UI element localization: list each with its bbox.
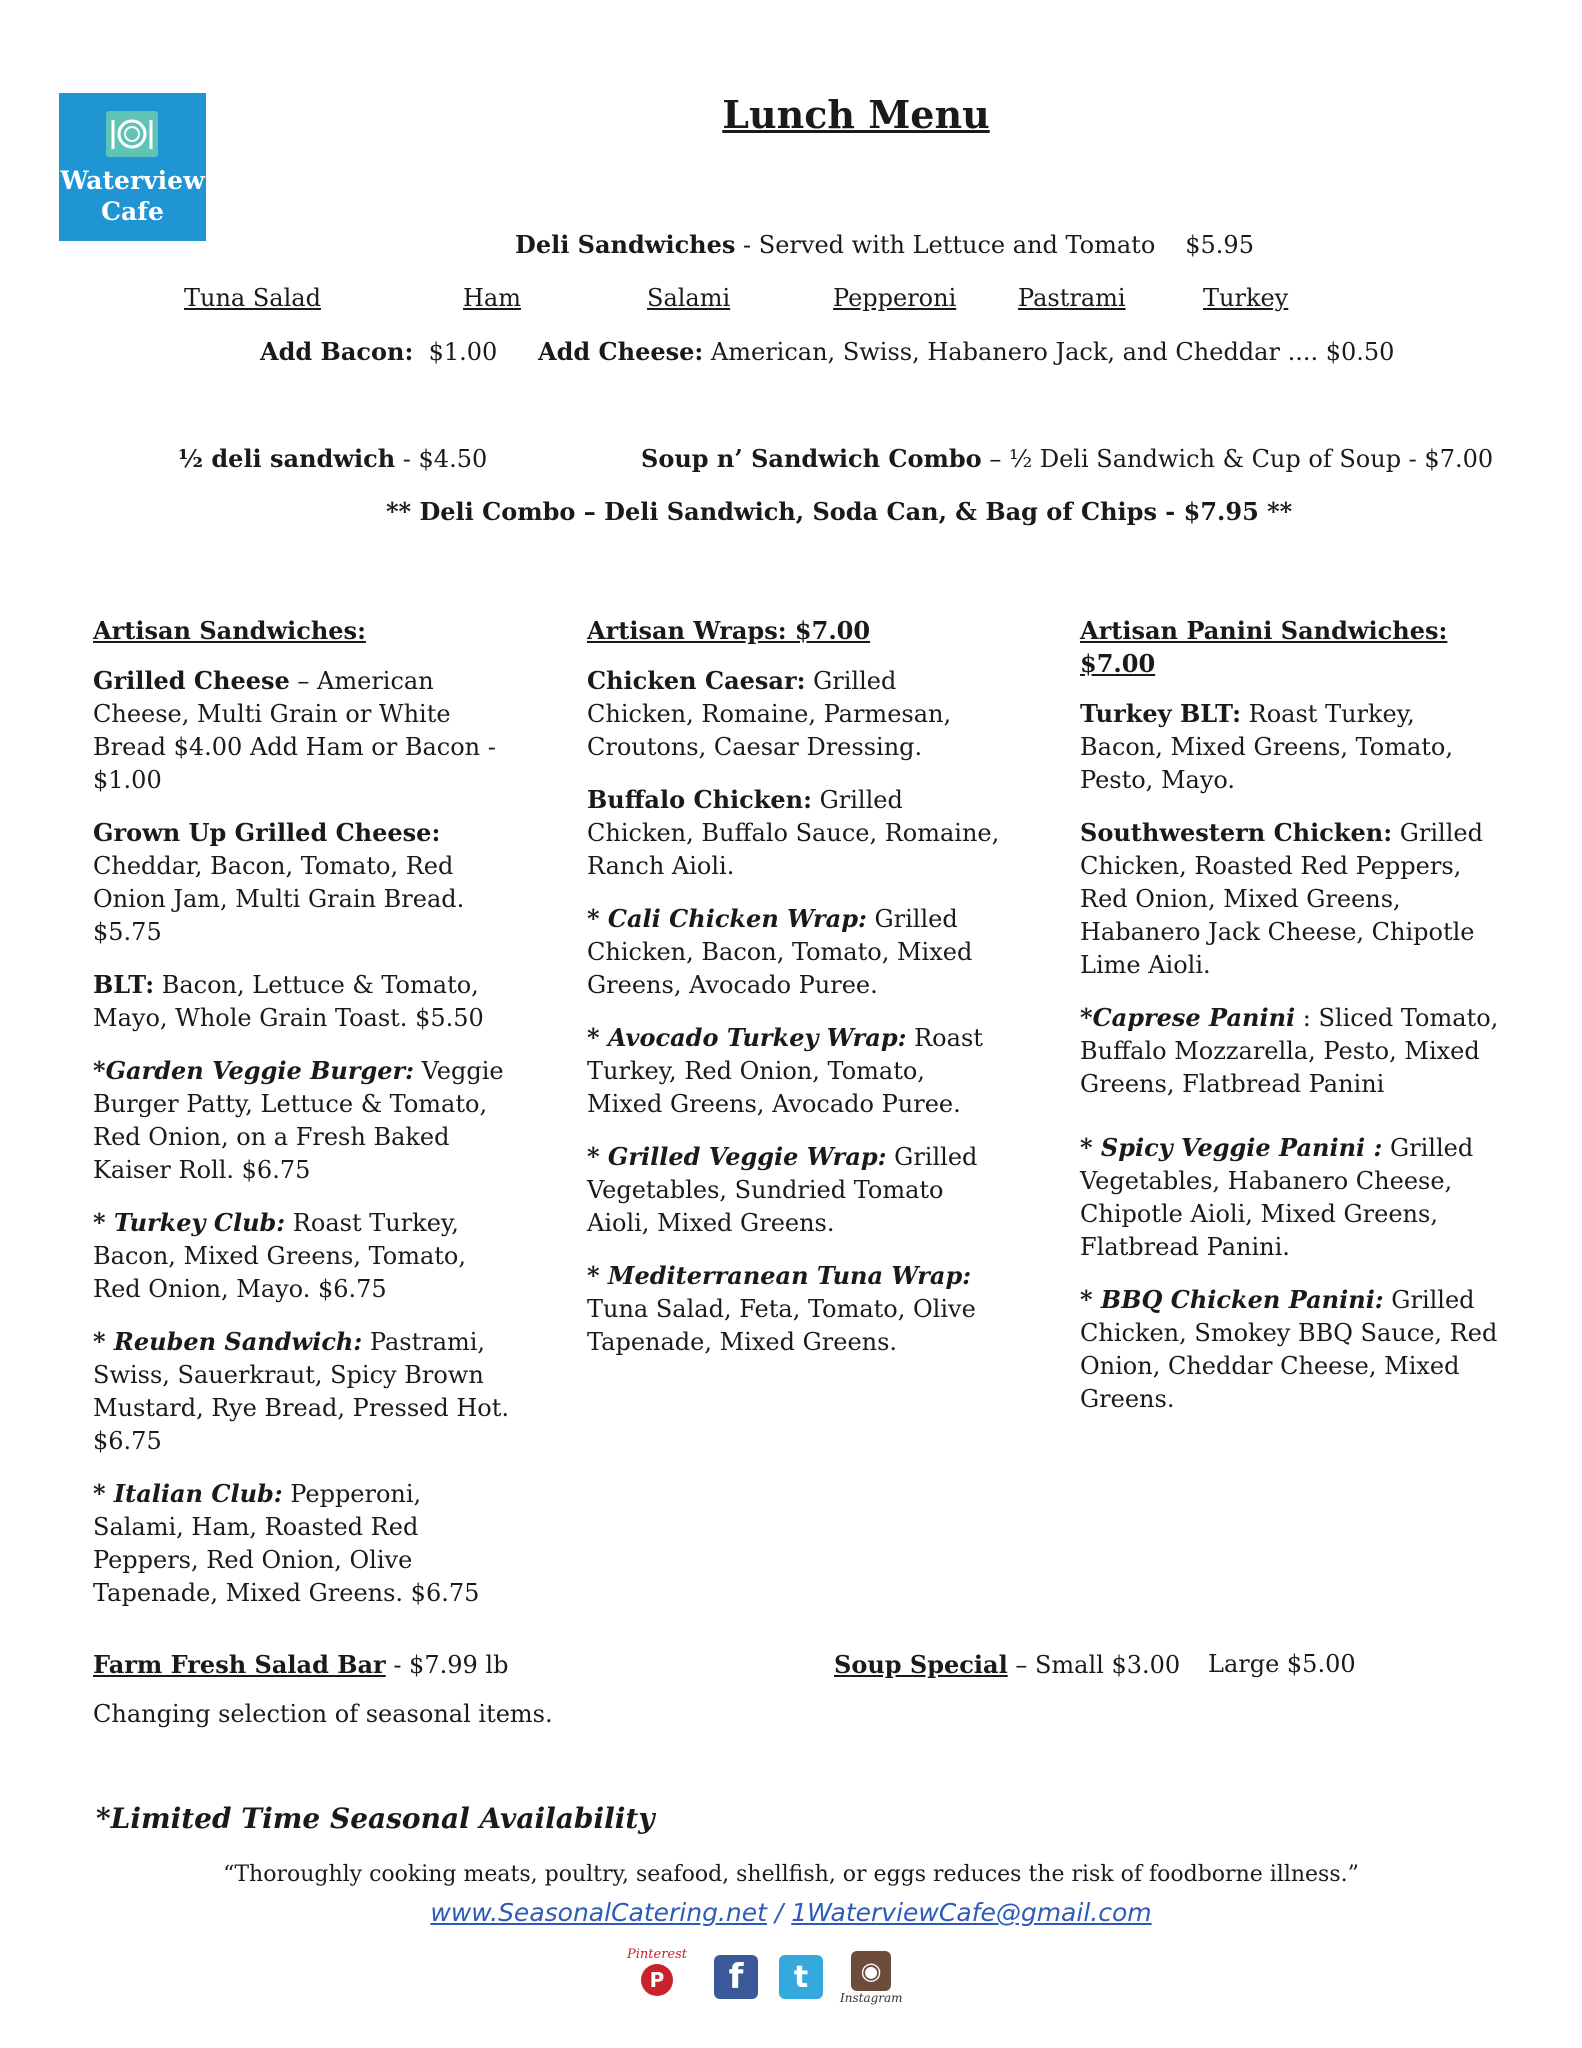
instagram-label: Instagram <box>840 1991 903 2005</box>
item-name: Avocado Turkey Wrap: <box>607 1023 907 1052</box>
deli-option: Pepperoni <box>833 284 957 312</box>
item-name: BBQ Chicken Panini: <box>1100 1285 1384 1314</box>
menu-item <box>1080 816 1500 982</box>
item-name: Turkey Club: <box>113 1208 286 1237</box>
add-cheese <box>538 335 1394 369</box>
item-name: Garden Veggie Burger: <box>105 1056 415 1085</box>
menu-item <box>93 1477 513 1610</box>
menu-item <box>587 664 1007 764</box>
item-name: Grown Up Grilled Cheese: <box>93 818 441 847</box>
half-sandwich-label: ½ deli sandwich <box>178 444 396 473</box>
item-name: Cali Chicken Wrap: <box>607 904 867 933</box>
menu-item <box>587 902 1007 1002</box>
contact-links <box>0 1898 1582 1927</box>
add-bacon <box>260 335 497 369</box>
artisan-sandwiches-column <box>93 614 513 1629</box>
item-desc: Grilled Chicken, Roasted Red Peppers, Red Onion, Mixed Greens, Habanero Jack Cheese, Chipotle Lime Aioli. <box>1080 819 1483 979</box>
artisan-wraps-column <box>587 614 1007 1378</box>
pinterest-label: Pinterest <box>627 1947 687 1962</box>
item-star: * <box>587 904 608 933</box>
soup-sandwich-combo <box>641 442 1493 476</box>
menu-item <box>587 1140 1007 1240</box>
item-name: Grilled Veggie Wrap: <box>607 1142 887 1171</box>
link-separator: / <box>766 1898 792 1927</box>
menu-item <box>587 783 1007 883</box>
salad-bar-note: Changing selection of seasonal items. <box>93 1700 553 1728</box>
add-cheese-desc: American, Swiss, Habanero Jack, and Cheddar .... $0.50 <box>703 338 1395 366</box>
item-name: Reuben Sandwich: <box>113 1327 363 1356</box>
item-name: Mediterranean Tuna Wrap: <box>607 1261 972 1290</box>
item-star: * <box>587 1142 608 1171</box>
item-desc: Roast Turkey, Bacon, Mixed Greens, Tomato, Pesto, Mayo. <box>1080 700 1453 794</box>
soup-large: Large $5.00 <box>1208 1650 1356 1678</box>
email-link[interactable]: 1WaterviewCafe@gmail.com <box>791 1898 1152 1927</box>
item-name: Chicken Caesar: <box>587 666 806 695</box>
menu-item <box>93 664 513 797</box>
add-bacon-price: $1.00 <box>428 338 498 366</box>
pinterest-glyph: P <box>641 1964 673 1996</box>
deli-option: Tuna Salad <box>184 284 321 312</box>
soup-small: – Small $3.00 <box>1007 1651 1181 1679</box>
limited-availability-note: *Limited Time Seasonal Availability <box>96 1802 655 1835</box>
item-name: Spicy Veggie Panini : <box>1100 1133 1383 1162</box>
menu-item <box>93 1054 513 1187</box>
item-desc: Grilled Chicken, Bacon, Tomato, Mixed Greens, Avocado Puree. <box>587 905 973 999</box>
deli-price: $5.95 <box>1185 231 1254 259</box>
item-desc: Bacon, Lettuce & Tomato, Mayo, Whole Grain Toast. $5.50 <box>93 971 484 1032</box>
item-desc: Veggie Burger Patty, Lettuce & Tomato, Red Onion, on a Fresh Baked Kaiser Roll. $6.75 <box>93 1057 504 1184</box>
item-star: * <box>93 1056 106 1085</box>
add-bacon-label: Add Bacon: <box>260 337 414 366</box>
item-star: * <box>93 1208 114 1237</box>
menu-item <box>1080 1131 1500 1264</box>
logo-line-2: Cafe <box>101 197 164 226</box>
menu-item <box>1080 697 1500 797</box>
salad-bar <box>93 1648 508 1682</box>
menu-item <box>587 1021 1007 1121</box>
item-name: BLT: <box>93 970 155 999</box>
deli-heading: Deli Sandwiches <box>515 230 736 259</box>
soup-special <box>834 1648 1180 1682</box>
menu-item <box>1080 1283 1500 1416</box>
item-name: Southwestern Chicken: <box>1080 818 1393 847</box>
item-star: * <box>587 1261 608 1290</box>
item-name: Italian Club: <box>113 1479 283 1508</box>
menu-item <box>93 1206 513 1306</box>
item-desc: – American Cheese, Multi Grain or White Bread $4.00 Add Ham or Bacon - $1.00 <box>93 667 496 794</box>
item-name: Caprese Panini <box>1092 1003 1296 1032</box>
logo-line-1: Waterview <box>60 166 205 195</box>
item-star: * <box>1080 1003 1093 1032</box>
soup-sandwich-combo-label: Soup n’ Sandwich Combo <box>641 444 982 473</box>
item-star: * <box>93 1479 114 1508</box>
food-safety-disclaimer: “Thoroughly cooking meats, poultry, seafood, shellfish, or eggs reduces the risk of foodborne illness.” <box>223 1862 1359 1887</box>
page-title: Lunch Menu <box>722 92 990 137</box>
half-sandwich-price: - $4.50 <box>395 445 488 473</box>
menu-item <box>587 1259 1007 1359</box>
item-desc: Roast Turkey, Bacon, Mixed Greens, Tomato, Red Onion, Mayo. $6.75 <box>93 1209 466 1303</box>
deli-option: Salami <box>647 284 731 312</box>
item-desc: Tuna Salad, Feta, Tomato, Olive Tapenade, Mixed Greens. <box>587 1295 976 1356</box>
website-link[interactable]: www.SeasonalCatering.net <box>430 1898 767 1927</box>
item-desc: Grilled Vegetables, Habanero Cheese, Chipotle Aioli, Mixed Greens, Flatbread Panini. <box>1080 1134 1474 1261</box>
facebook-icon[interactable]: f <box>714 1955 758 1999</box>
item-desc: Grilled Chicken, Smokey BBQ Sauce, Red Onion, Cheddar Cheese, Mixed Greens. <box>1080 1286 1498 1413</box>
item-name: Buffalo Chicken: <box>587 785 812 814</box>
item-star: * <box>1080 1285 1101 1314</box>
soup-special-label: Soup Special <box>834 1650 1008 1679</box>
deli-option: Ham <box>463 284 521 312</box>
salad-bar-price: - $7.99 lb <box>385 1651 509 1679</box>
item-desc: Cheddar, Bacon, Tomato, Red Onion Jam, Multi Grain Bread. $5.75 <box>93 852 465 946</box>
pinterest-icon[interactable] <box>624 1947 690 1996</box>
add-cheese-label: Add Cheese: <box>538 337 704 366</box>
twitter-icon[interactable]: t <box>779 1955 823 1999</box>
menu-item <box>1080 1001 1500 1101</box>
item-name: Turkey BLT: <box>1080 699 1242 728</box>
deli-desc: - Served with Lettuce and Tomato <box>735 231 1156 259</box>
column-heading: Artisan Wraps: $7.00 <box>587 616 871 645</box>
item-star: * <box>587 1023 608 1052</box>
salad-bar-label: Farm Fresh Salad Bar <box>93 1650 386 1679</box>
item-star: * <box>93 1327 114 1356</box>
item-desc: Pastrami, Swiss, Sauerkraut, Spicy Brown Mustard, Rye Bread, Pressed Hot. $6.75 <box>93 1328 509 1455</box>
menu-item <box>93 816 513 949</box>
deli-option: Pastrami <box>1018 284 1126 312</box>
column-heading: Artisan Panini Sandwiches: $7.00 <box>1080 616 1448 678</box>
item-name: Grilled Cheese <box>93 666 290 695</box>
menu-item <box>93 968 513 1035</box>
column-heading: Artisan Sandwiches: <box>93 616 366 645</box>
item-star: * <box>1080 1133 1101 1162</box>
deli-heading-line <box>515 228 1254 262</box>
instagram-glyph: ◉ <box>851 1951 891 1991</box>
deli-option: Turkey <box>1203 284 1289 312</box>
menu-item <box>93 1325 513 1458</box>
item-desc: Pepperoni, Salami, Ham, Roasted Red Peppers, Red Onion, Olive Tapenade, Mixed Greens. $6.75 <box>93 1480 480 1607</box>
item-desc: : Sliced Tomato, Buffalo Mozzarella, Pesto, Mixed Greens, Flatbread Panini <box>1080 1004 1499 1098</box>
item-desc: Grilled Vegetables, Sundried Tomato Aioli, Mixed Greens. <box>587 1143 978 1237</box>
artisan-panini-column <box>1080 614 1500 1435</box>
item-desc: Grilled Chicken, Buffalo Sauce, Romaine, Ranch Aioli. <box>587 786 1000 880</box>
instagram-icon[interactable] <box>840 1951 902 2005</box>
item-desc: Grilled Chicken, Romaine, Parmesan, Croutons, Caesar Dressing. <box>587 667 952 761</box>
deli-combo: ** Deli Combo – Deli Sandwich, Soda Can, & Bag of Chips - $7.95 ** <box>386 497 1293 526</box>
soup-sandwich-combo-desc: – ½ Deli Sandwich & Cup of Soup - $7.00 <box>981 445 1494 473</box>
item-desc: Roast Turkey, Red Onion, Tomato, Mixed Greens, Avocado Puree. <box>587 1024 983 1118</box>
half-sandwich <box>178 442 487 476</box>
